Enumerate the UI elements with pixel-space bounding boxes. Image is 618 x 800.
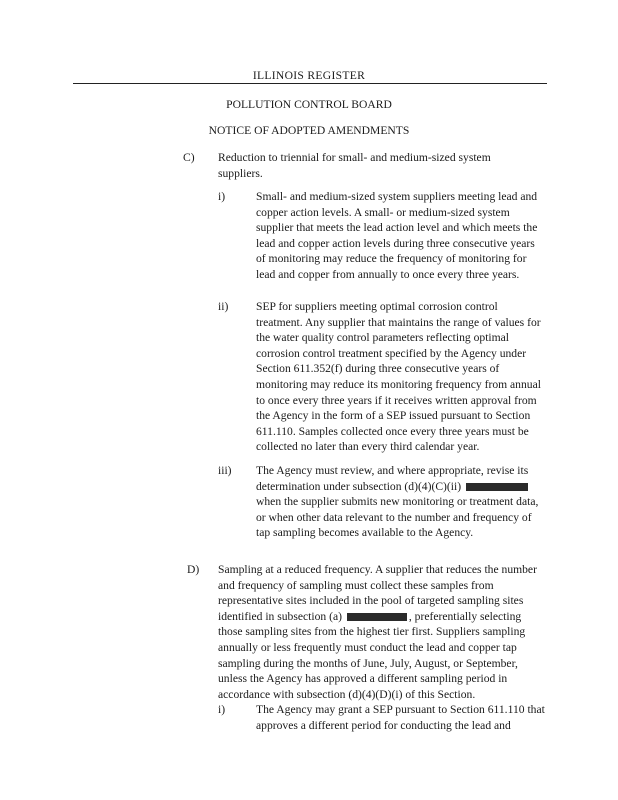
section-d-label: D) <box>187 563 200 576</box>
section-c-iii-text-before: The Agency must review, and where appropriate, revise its determination under subsection (d)(4)(C)(ii) <box>256 464 529 493</box>
section-d-i-text: The Agency may grant a SEP pursuant to Section 611.110 that approves a different period for conducting the lead and <box>256 703 545 732</box>
section-d-i-label: i) <box>218 703 226 716</box>
section-d-text <box>218 562 546 702</box>
section-c-i-label: i) <box>218 190 226 203</box>
section-d-text-after: , preferentially selecting those sampling sites from the highest tier first. Suppliers sampling annually or less frequently must conduct the lead and copper tap sampling during the months of June, July, August, or September, unless the Agency has approved a different sampling period in accordance with subsection (d)(4)(D)(i) of this Section. <box>218 609 526 701</box>
section-c-iii-label: iii) <box>218 464 232 477</box>
redaction-mark <box>347 613 407 621</box>
section-c-text: Reduction to triennial for small- and medium-sized system suppliers. <box>218 151 491 180</box>
board-title: POLLUTION CONTROL BOARD <box>226 98 392 111</box>
header-rule <box>73 83 547 84</box>
section-d-text-before: Sampling at a reduced frequency. A supplier that reduces the number and frequency of sampling must collect these samples from representative sites included in the pool of targeted sampling sites identified in subsection (a) <box>218 563 537 623</box>
section-c-ii-text: SEP for suppliers meeting optimal corrosion control treatment. Any supplier that maintains the range of values for the water quality control parameters reflecting optimal corrosion control treatment specified by the Agency under Section 611.352(f) during three consecutive years of monitoring may reduce its monitoring frequency from annual to once every three years if it receives written approval from the Agency in the form of a SEP issued pursuant to Section 611.110. Samples collected once every three years must be collected no later than every third calendar year. <box>256 300 541 454</box>
section-c-iii-text <box>256 463 546 541</box>
section-c-ii-label: ii) <box>218 300 229 313</box>
register-title: ILLINOIS REGISTER <box>252 69 366 82</box>
section-c-label: C) <box>183 151 195 164</box>
section-c-i-text: Small- and medium-sized system suppliers meeting lead and copper action levels. A small- or medium-sized system supplier that meets the lead action level and which meets the lead and copper action levels during three consecutive years of monitoring may reduce the frequency of monitoring for lead and copper from annually to once every three years. <box>256 190 538 281</box>
section-c-iii-text-after: when the supplier submits new monitoring or treatment data, or when other data relevant to the number and frequency of tap sampling becomes available to the Agency. <box>256 495 539 540</box>
notice-title: NOTICE OF ADOPTED AMENDMENTS <box>208 124 410 137</box>
redaction-mark <box>466 483 528 491</box>
